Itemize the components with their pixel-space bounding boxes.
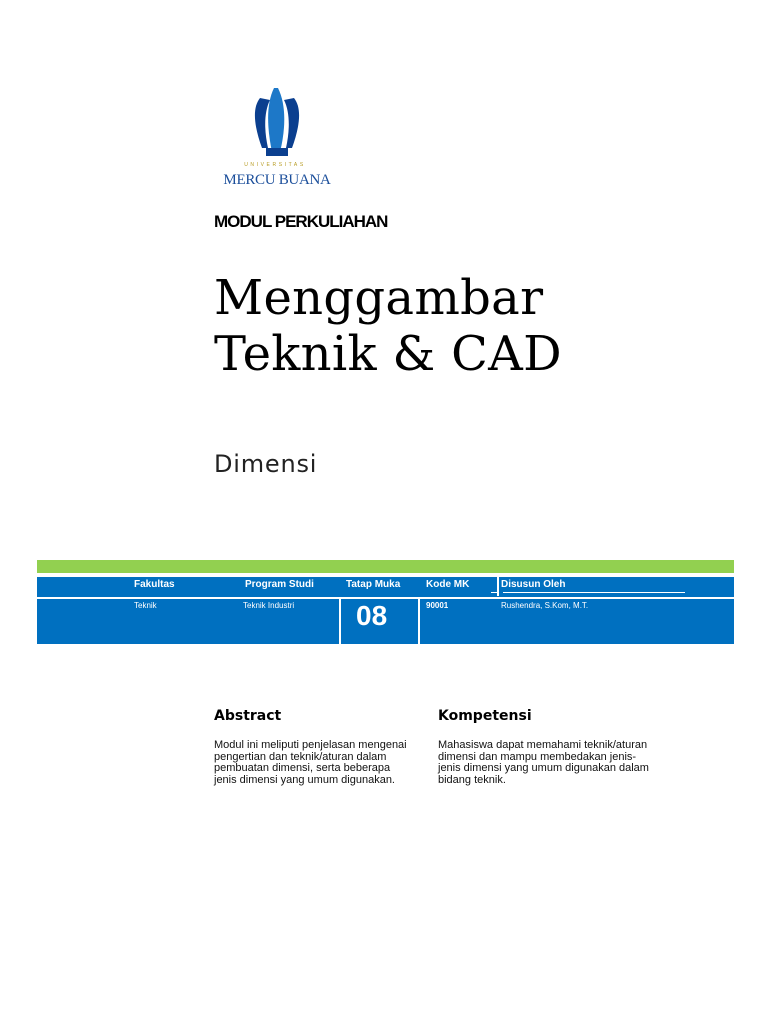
column-divider (418, 598, 420, 644)
abstract-body: Modul ini meliputi penjelasan mengenai pengertian dan teknik/aturan dalam pembuatan dimensi, serta beberapa jenis dimensi yang umum digunakan. (214, 739, 407, 786)
kompetensi-body: Mahasiswa dapat memahami teknik/aturan dimensi dan mampu membedakan jenis-jenis dimensi yang umum digunakan dalam bidang teknik. (438, 739, 649, 786)
header-divider (37, 597, 734, 599)
value-kode-mk: 90001 (426, 601, 449, 610)
logo-university-name: MERCU BUANA (223, 172, 331, 188)
accent-strip (37, 560, 734, 573)
column-divider (339, 598, 341, 644)
value-program-studi: Teknik Industri (243, 601, 295, 610)
title-line-1: Menggambar (214, 270, 544, 326)
column-marker-underline (491, 592, 499, 593)
header-fakultas: Fakultas (134, 579, 175, 590)
module-label: MODUL PERKULIAHAN (214, 212, 388, 231)
disusun-underline (503, 592, 685, 593)
value-tatap-muka: 08 (356, 600, 388, 631)
header-kode-mk: Kode MK (426, 579, 470, 590)
kompetensi-heading: Kompetensi (438, 708, 532, 724)
page-subtitle: Dimensi (214, 450, 318, 478)
header-disusun-oleh: Disusun Oleh (501, 579, 566, 590)
header-program-studi: Program Studi (245, 579, 314, 590)
logo-university-label: UNIVERSITAS (244, 162, 306, 168)
university-logo (214, 86, 340, 194)
mercu-buana-emblem-icon (214, 86, 340, 162)
value-disusun-oleh: Rushendra, S.Kom, M.T. (501, 601, 589, 610)
column-marker (497, 576, 499, 596)
page-title (214, 270, 562, 382)
divider (37, 573, 734, 577)
title-line-2: Teknik & CAD (214, 326, 562, 382)
abstract-heading: Abstract (214, 708, 282, 724)
header-tatap-muka: Tatap Muka (346, 579, 401, 590)
info-table (37, 560, 734, 644)
value-fakultas: Teknik (134, 601, 157, 610)
